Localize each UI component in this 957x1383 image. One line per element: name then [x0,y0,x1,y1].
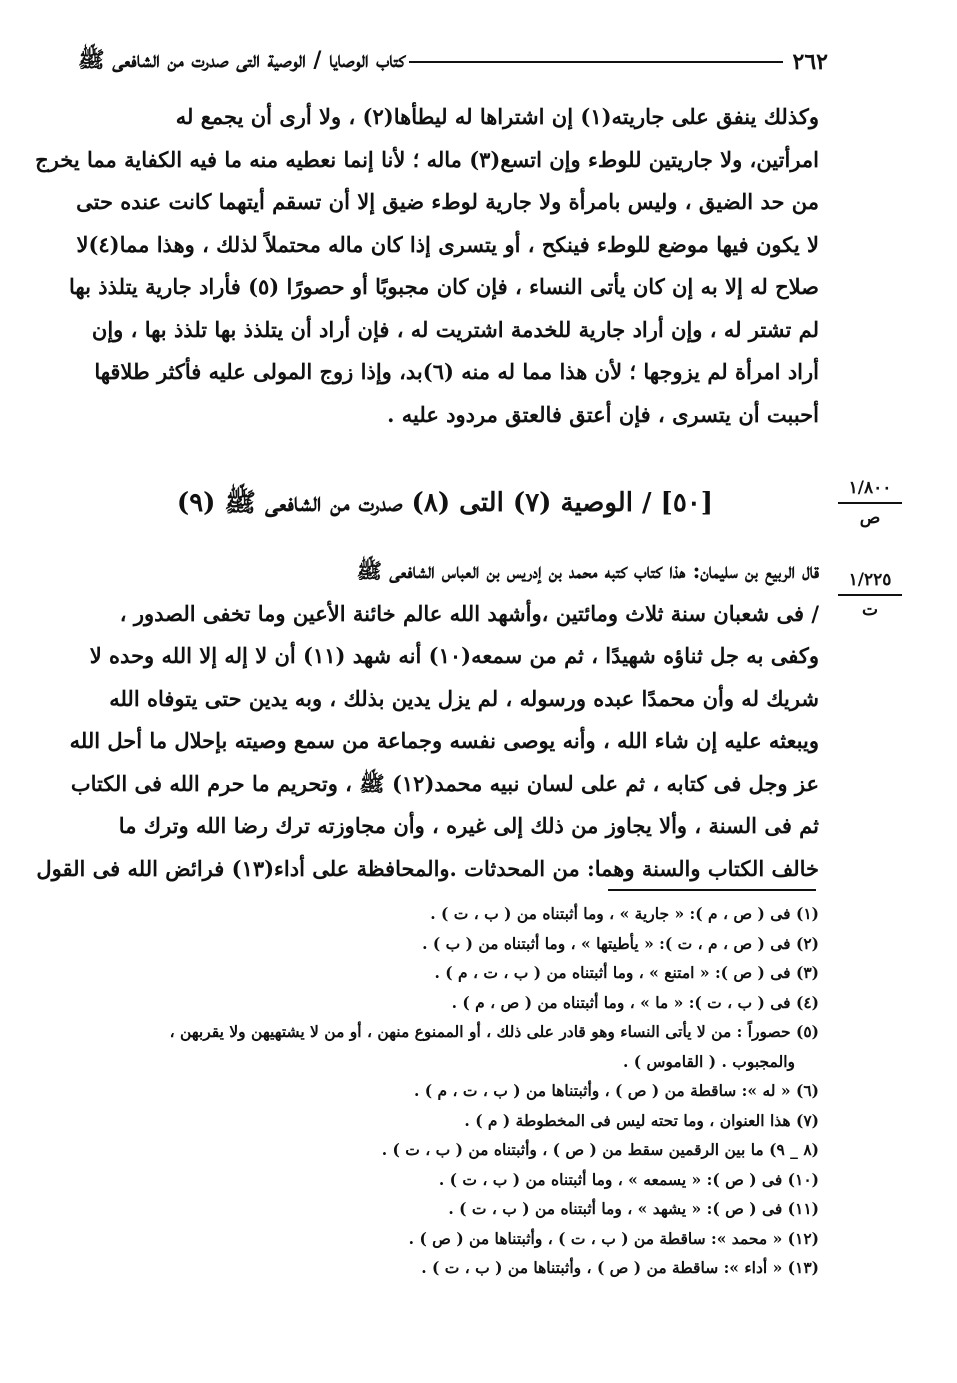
footnote: (٣) فى ( ص ): « امتنع » ، وما أثبتناه من ( ب ، ت ، م ) . [434,963,819,982]
body-paragraph-2 [36,550,819,890]
footnote: (٢) فى ( ص ، م ، ت ): « يأطيتها » ، وما أثبتناه من ( ب ) . [422,933,819,953]
text-line: وكذلك ينفق على جاريته(١) إن اشتراها له ليطأها(٢) ، ولا أرى أن يجمع له [175,104,819,129]
header-rule [409,61,782,63]
margin-note [838,478,902,528]
page-number: ٢٦٢ [792,49,828,75]
text-line: صلاح له إلا به إن كان يأتى النساء ، فإن كان مجبوبًا أو حصورًا (٥) فأراد جارية يتلذذ بها [69,274,819,299]
footnote: (٧) هذا العنوان ، وما تحته ليس فى المخطوطة ( م ) . [464,1110,819,1130]
text-line: امرأتين، ولا جاريتين للوطء وإن اتسع(٣) ماله ؛ لأنا إنما نعطيه منه ما فيه الكفاية مما يخرج [35,146,819,172]
footnote-rule [608,889,816,891]
margin-note-ref: ١/٢٢٥ [848,570,892,590]
footnote-continuation: والمجبوب . ( القاموس ) . [622,1051,795,1071]
text-line: وكفى به جل ثناؤه شهيدًا ، ثم من سمعه(١٠) أنه شهد (١١) أن لا إله إلا الله وحده لا [89,643,819,668]
footnote: (٤) فى ( ب ، ت ): « ما » ، وما أثبتناه من ( ص ، م ) . [451,992,819,1012]
text-line: ويبعثه عليه إن شاء الله ، وأنه يوصى نفسه وجماعة من سمع وصيته بإحلال ما أحل الله [69,728,819,753]
footnotes [72,899,819,1283]
margin-note-ref: ١/٨٠٠ [848,478,892,498]
running-title: كتاب الوصايا / الوصية التى صدرت من الشافعى ﷺ [78,47,406,73]
footnote: (١٠) فى ( ص ): « يسمعه » ، وما أثبتناه من ( ب ، ت ) . [438,1169,819,1189]
text-line: قال الربيع بن سليمان: هذا كتاب كتبه محمد بن إدريس بن العباس الشافعى ﷺ [356,558,819,583]
text-line: خالف الكتاب والسنة وهما: من المحدثات .والمحافظة على أداء(١٣) فرائض الله فى القول [36,855,819,881]
body-paragraph-1 [35,96,819,436]
footnote: (١) فى ( ص ، م ): « جارية » ، وما أثبتناه من ( ب ، ت ) . [430,904,819,923]
footnote: (١٢) « محمد »: ساقطة من ( ب ، ت ) ، وأثبتناها من ( ص ) . [408,1228,819,1248]
margin-note-label: ت [861,600,878,620]
text-line: ثم فى السنة ، وألا يجاوز من ذلك إلى غيره ، وأن مجاوزته ترك رضا الله وترك ما [118,813,819,838]
text-line: من حد الضيق ، وليس بامرأة ولا جارية لوطء ضيق إلا أن تسقم أيتهما كانت عنده حتى [76,189,819,214]
footnote: (٥) حصوراً : من لا يأتى النساء وهو قادر على ذلك ، أو الممنوع منهن ، أو من لا يشتهيهن ولا يقربهن ، [169,1022,819,1041]
text-line: أراد امرأة لم يزوجها ؛ لأن هذا مما له منه (٦)بد، وإذا زوج المولى عليه فأكثر طلاقها [94,359,819,384]
text-line: أحببت أن يتسرى ، فإن أعتق فالعتق مردود عليه . [387,401,819,427]
margin-note-rule [838,594,902,596]
footnote: (١٣) « أداء »: ساقطة من ( ص ) ، وأثبتناها من ( ب ، ت ) . [421,1258,819,1277]
section-heading: [٥٠] / الوصية (٧) التى (٨) صدرت من الشافعى ﷺ (٩) [176,488,714,518]
text-line: لم تشتر له ، وإن أراد جارية للخدمة اشتريت له ، فإن أراد أن يتلذذ بها تلذذ بها ، وإن [91,316,819,342]
text-line: / فى شعبان سنة ثلاث ومائتين ،وأشهد الله عالم خائنة الأعين وما تخفى الصدور ، [119,600,819,626]
running-header [78,42,828,82]
margin-note-rule [838,502,902,504]
footnote: (٦) « له »: ساقطة من ( ص ) ، وأثبتناها من ( ب ، ت ، م ) . [413,1081,819,1100]
margin-note-label: ص [859,508,881,528]
footnote: (١١) فى ( ص ): « يشهد » ، وما أثبتناه من ( ب ، ت ) . [448,1199,819,1218]
footnote: (٨ _ ٩) ما بين الرقمين سقط من ( ص ) ، وأثبتناه من ( ب ، ت ) . [381,1140,819,1159]
text-line: شريك له وأن محمدًا عبده ورسوله ، لم يزل يدين بذلك ، وبه يدين حتى يتوفاه الله [109,685,819,711]
text-line: لا يكون فيها موضع للوطء فينكح ، أو يتسرى إذا كان ماله محتملاً لذلك ، وهذا مما(٤)لا [76,231,819,257]
margin-note [838,570,902,620]
text-line: عز وجل فى كتابه ، ثم على لسان نبيه محمد(١٢) ﷺ ، وتحريم ما حرم الله فى الكتاب [70,770,819,796]
